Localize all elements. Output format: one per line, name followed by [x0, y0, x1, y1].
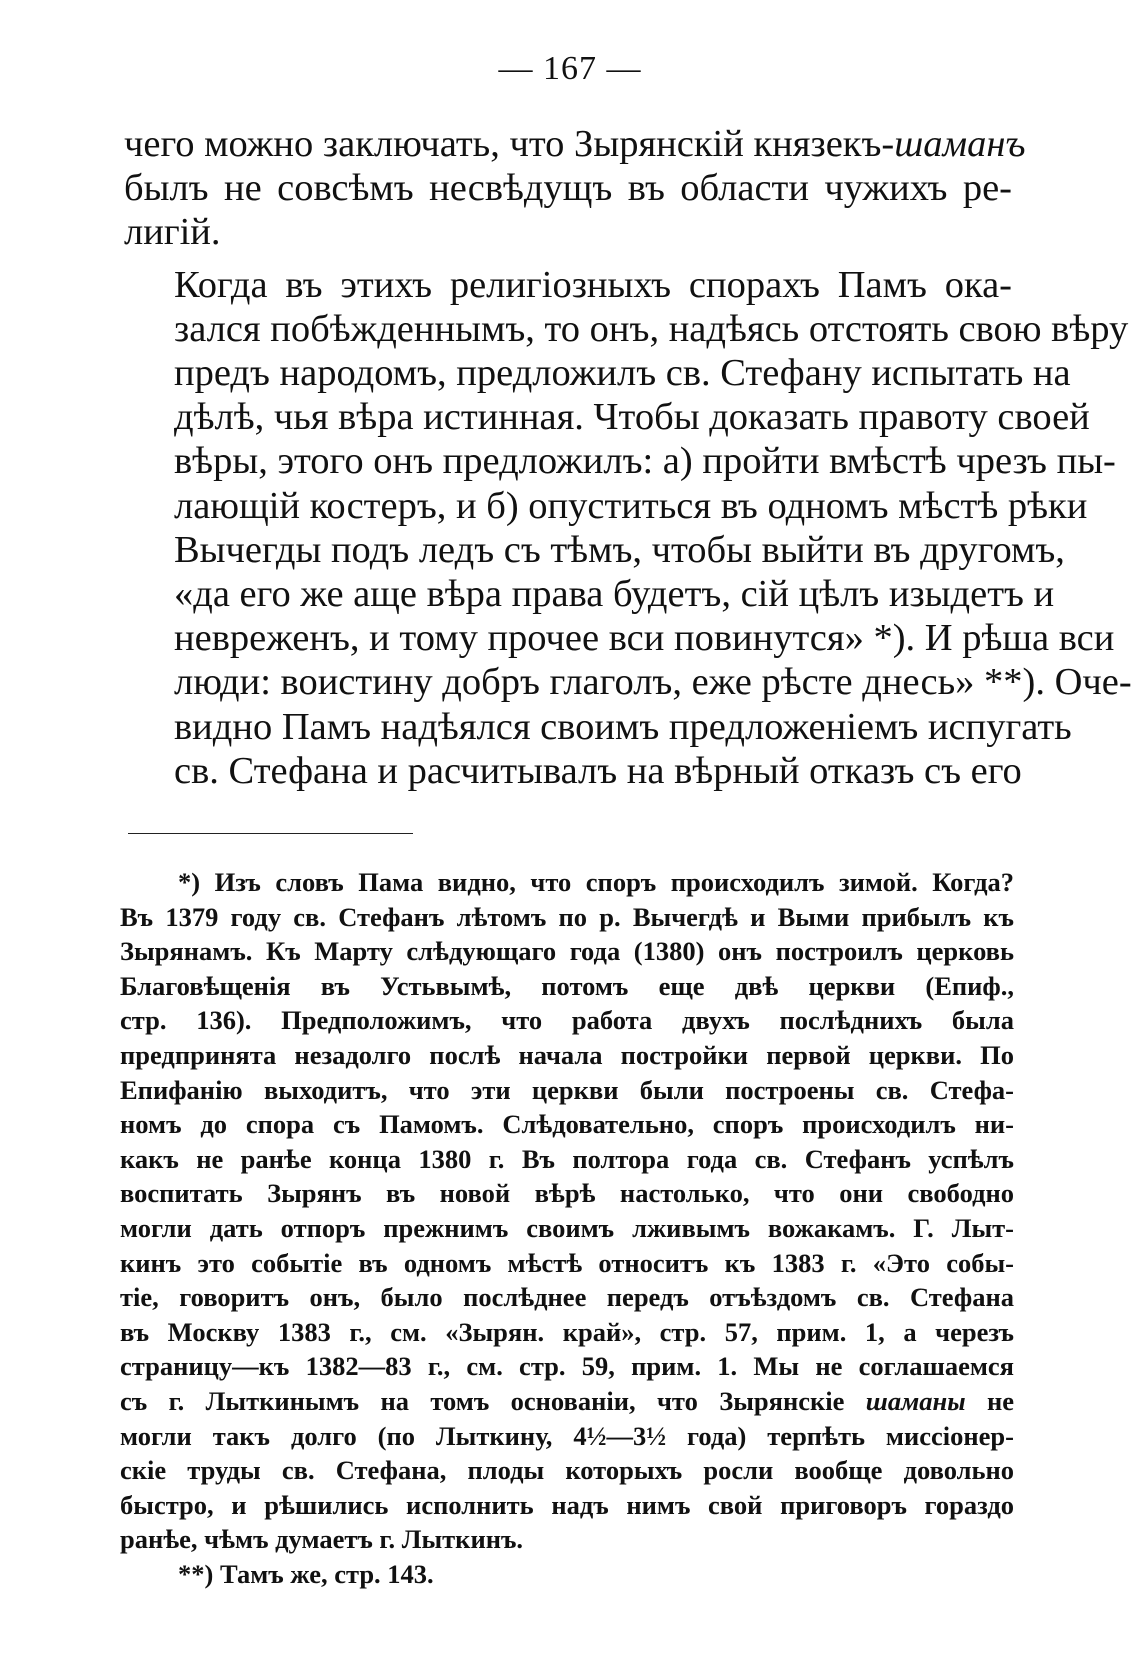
text-line: ранѣе, чѣмъ думаетъ г. Лыткинъ.	[120, 1524, 524, 1555]
text-line: св. Стефана и расчитывалъ на вѣрный отказъ съ его	[174, 749, 1022, 792]
text-line: номъ до спора съ Памомъ. Слѣдовательно, споръ происходилъ ни-	[120, 1109, 1014, 1140]
text-line: какъ не ранѣе конца 1380 г. Въ полтора года св. Стефанъ успѣлъ	[120, 1143, 1014, 1174]
main-text	[124, 122, 1132, 793]
text-line: невреженъ, и тому прочее вси повинутся» *). И рѣша вси	[174, 617, 1115, 660]
footnotes	[120, 865, 1014, 1591]
text-line: могли дать отпоръ прежнимъ своимъ лживымъ вожакамъ. Г. Лыт-	[120, 1212, 1014, 1243]
text-line: дѣлѣ, чья вѣра истинная. Чтобы доказать правоту своей	[174, 396, 1090, 439]
footnote-marker: *)	[178, 867, 201, 897]
page-number: — 167 —	[498, 50, 642, 87]
footnote-1	[120, 865, 1014, 1557]
footnote-marker: **)	[178, 1558, 214, 1589]
text-line: Вычегды подъ ледъ съ тѣмъ, чтобы выйти въ другомъ,	[174, 528, 1065, 571]
text-line: предъ народомъ, предложилъ св. Стефану испытать на	[174, 352, 1071, 395]
italic-word: шаманы	[865, 1385, 966, 1416]
text-line: быстро, и рѣшились исполнить надъ нимъ свой приговоръ гораздо	[120, 1489, 1014, 1520]
text-line: могли такъ долго (по Лыткину, 4½—3½ года) терпѣть миссіонер-	[120, 1420, 1014, 1451]
text-line: лигій.	[124, 211, 221, 254]
text-line: чего можно заключать, что Зырянскій князекъ-шаманъ	[124, 123, 1026, 165]
text-line: скіе труды св. Стефана, плоды которыхъ росли вообще довольно	[120, 1455, 1014, 1486]
text-line: былъ не совсѣмъ несвѣдущъ въ области чужихъ ре-	[124, 167, 1012, 210]
italic-word: шаманъ	[894, 123, 1026, 165]
text-line: вѣры, этого онъ предложилъ: а) пройти вмѣстѣ чрезъ пы-	[174, 440, 1116, 483]
text-line: кинъ это событіе въ одномъ мѣстѣ относитъ къ 1383 г. «Это собы-	[120, 1247, 1014, 1278]
text-line: лающій костеръ, и б) опуститься въ одномъ мѣстѣ рѣки	[174, 484, 1088, 527]
paragraph-1	[124, 122, 1026, 255]
text-line: *) Изъ словъ Пама видно, что споръ происходилъ зимой. Когда?	[178, 867, 1015, 897]
text-line: зался побѣжденнымъ, то онъ, надѣясь отстоять свою вѣру	[174, 307, 1129, 350]
text-line: **) Тамъ же, стр. 143.	[178, 1558, 434, 1589]
footnote-2	[120, 1557, 1014, 1592]
text-line: стр. 136). Предположимъ, что работа двухъ послѣднихъ была	[120, 1005, 1014, 1036]
paragraph-2	[124, 263, 1132, 793]
text-line: предпринята незадолго послѣ начала постройки первой церкви. По	[120, 1039, 1014, 1070]
text-line: Въ 1379 году св. Стефанъ лѣтомъ по р. Вычегдѣ и Выми прибылъ къ	[120, 901, 1014, 932]
text-line: видно Памъ надѣялся своимъ предложеніемъ испугать	[174, 705, 1072, 748]
text-line: Когда въ этихъ религіозныхъ спорахъ Памъ ока-	[174, 263, 1012, 306]
text-line: съ г. Лыткинымъ на томъ основаніи, что Зырянскіе шаманы не	[120, 1385, 1014, 1416]
text-line: Епифанію выходитъ, что эти церкви были построены св. Стефа-	[120, 1074, 1014, 1105]
text-line: въ Москву 1383 г., см. «Зырян. край», стр. 57, прим. 1, а черезъ	[120, 1316, 1014, 1347]
text-line: Благовѣщенія въ Устьвымѣ, потомъ еще двѣ церкви (Епиф.,	[120, 970, 1014, 1001]
text-line: Зырянамъ. Къ Марту слѣдующаго года (1380) онъ построилъ церковь	[120, 936, 1014, 967]
text-line: воспитать Зырянъ въ новой вѣрѣ настолько, что они свободно	[120, 1178, 1014, 1209]
text-line: «да его же аще вѣра права будетъ, сій цѣлъ изыдетъ и	[174, 573, 1055, 616]
footnote-divider	[128, 833, 413, 834]
text-line: люди: воистину добръ глаголъ, еже рѣсте днесь» **). Оче-	[174, 661, 1132, 704]
text-line: тіе, говоритъ онъ, было послѣднее передъ отъѣздомъ св. Стефана	[120, 1282, 1014, 1313]
text-line: страницу—къ 1382—83 г., см. стр. 59, прим. 1. Мы не соглашаемся	[120, 1351, 1014, 1382]
